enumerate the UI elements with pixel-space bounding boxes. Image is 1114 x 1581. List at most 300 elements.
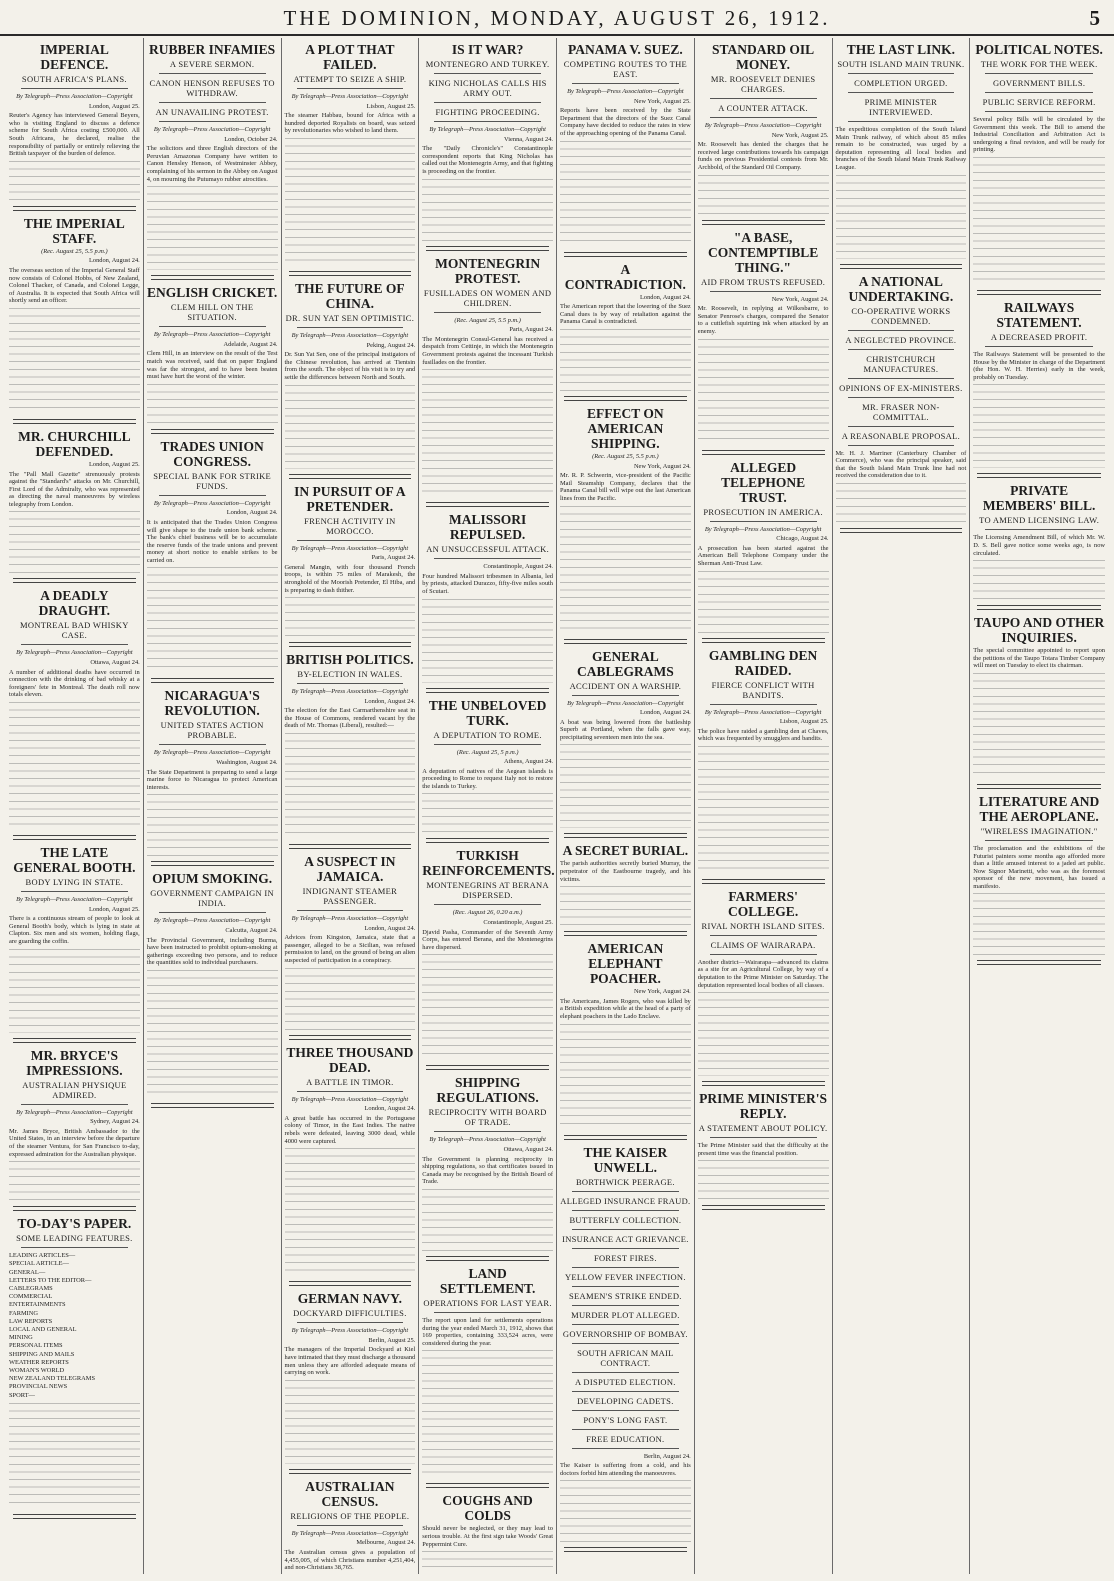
article [285, 281, 416, 479]
divider [572, 1429, 679, 1430]
article [698, 230, 829, 455]
article-body: Should never be neglected, or they may lead to serious trouble. At the first sign take Woods' Great Peppermint Cure. [422, 1525, 553, 1548]
article-subheading: PRIME MINISTER INTERVIEWED. [864, 97, 938, 117]
article-separator [151, 678, 274, 683]
article-separator [151, 429, 274, 434]
article-dateline: London, August 25. [88, 460, 140, 468]
article-headline: LAND SETTLEMENT. [439, 1266, 536, 1296]
article-subheading: FIGHTING PROCEEDING. [435, 107, 540, 117]
article-subheading: MONTREAL BAD WHISKY CASE. [20, 620, 129, 641]
divider [297, 540, 404, 541]
article-dateline: Sydney, August 24. [90, 1118, 140, 1126]
article-byline: By Telegraph—Press Association—Copyright [291, 544, 409, 552]
article-separator [426, 1065, 549, 1070]
contents-entry: PROVINCIAL NEWS [9, 1383, 68, 1391]
article [836, 274, 967, 533]
article-subheading: A NEGLECTED PROVINCE. [845, 334, 957, 345]
article-body: The "Pall Mall Gazette" strenuously protests against the "Standard's" attacks on Mr. Churchill, First Lord of the Admiralty, who was represented as directing the naval manoeuvres by wireless telegraphy from London. [9, 470, 140, 508]
contents-entry: SPORT— [9, 1391, 35, 1399]
article-dateline: London, August 24. [88, 257, 140, 265]
article-body: The State Department is preparing to send a large marine force to Nicaragua to protect American interests. [146, 768, 278, 791]
article-subheading: OPINIONS OF EX-MINISTERS. [839, 382, 963, 393]
contents-entry: PERSONAL ITEMS [9, 1342, 63, 1350]
article-body: Several policy Bills will be circulated by the Government this week. The Bill to amend the Industrial Conciliation and Arbitration Act is undergoing a final revision, and will be ready for printing. [973, 116, 1105, 154]
article-subheading: GOVERNORSHIP OF BOMBAY. [562, 1328, 688, 1339]
contents-entry: CABLEGRAMS [9, 1284, 53, 1292]
article-separator [13, 835, 136, 840]
article-subheading: ATTEMPT TO SEIZE A SHIP. [293, 74, 407, 84]
article-separator [840, 528, 963, 533]
article-subheading: SEAMEN'S STRIKE ENDED. [569, 1290, 682, 1301]
body-text-block [285, 1380, 416, 1464]
body-text-block [698, 992, 829, 1076]
article-subheading: SOME LEADING FEATURES. [16, 1233, 133, 1244]
newspaper-column [695, 38, 833, 1574]
article-byline: (Rec. August 26, 0.20 a.m.) [452, 909, 523, 917]
body-text-block [698, 1160, 829, 1200]
article-separator [151, 275, 274, 280]
article-headline: A SUSPECT IN JAMAICA. [304, 854, 396, 885]
article-headline: THE IMPERIAL STAFF. [23, 215, 125, 246]
divider [985, 92, 1093, 93]
article-byline: (Rec. August 25, 5.5 p.m.) [592, 452, 659, 460]
body-text-block [422, 1189, 553, 1251]
article-headline: IN PURSUIT OF A PRETENDER. [294, 483, 406, 514]
divider [21, 1247, 128, 1248]
article-dateline: London, August 24. [226, 509, 278, 517]
article [9, 588, 140, 840]
article-separator [977, 290, 1101, 295]
body-text-block [560, 1480, 691, 1542]
divider [848, 92, 955, 93]
article-dateline: London, August 24. [364, 1105, 416, 1113]
divider [985, 840, 1093, 841]
article-body: The police have raided a gambling den at Chaves, which was frequented by smugglers and bandits. [697, 727, 829, 743]
article-dateline: London, August 24. [364, 697, 416, 705]
divider [710, 935, 817, 936]
article-separator [564, 1547, 687, 1552]
divider [297, 1322, 404, 1323]
article-subheading: INSURANCE ACT GRIEVANCE. [562, 1233, 689, 1244]
article-headline: A NATIONAL UNDERTAKING. [848, 273, 954, 304]
article [973, 42, 1105, 295]
article-headline: FARMERS' COLLEGE. [728, 888, 799, 919]
article-body: The Kaiser is suffering from a cold, and his doctors forbid him attending the manoeuvres. [560, 1462, 691, 1477]
divider [572, 1248, 679, 1249]
article-separator [702, 1081, 825, 1086]
article [560, 42, 691, 257]
article-headline: STANDARD OIL MONEY. [712, 42, 815, 72]
article-subheading: A DISPUTED ELECTION. [575, 1376, 676, 1387]
article-subheading: UNITED STATES ACTION PROBABLE. [160, 720, 264, 741]
body-text-block [836, 483, 967, 523]
article [698, 42, 829, 225]
divider [572, 1267, 679, 1268]
newspaper-column [833, 38, 971, 1574]
article-body: Clem Hill, in an interview on the result of the Test match was received, said that on paper England was far the strongest, and to have been beaten must have hurt the worst of the winter. [146, 350, 278, 381]
article-body: The parish authorities secretly buried Murray, the perpetrator of the Eastbourne tragedy, and his victims. [560, 860, 691, 883]
article-headline: RUBBER INFAMIES [149, 42, 276, 57]
divider [21, 1104, 128, 1105]
article [9, 216, 140, 424]
article [285, 1291, 416, 1474]
article-body: Mr. Roosevelt, in replying at Wilkesbarre, to Senator Penrose's charges, compared the Senator to a cuttlefish squirting ink when attacked by an enemy. [697, 305, 829, 335]
article [560, 843, 691, 936]
article-byline: By Telegraph—Press Association—Copyright [429, 1136, 546, 1144]
article-body: The Prime Minister said that the difficulty at the present time was the financial position. [697, 1142, 829, 1157]
article [836, 42, 967, 269]
article-subheading: "WIRELESS IMAGINATION." [980, 825, 1098, 836]
article-subheading: TO AMEND LICENSING LAW. [979, 515, 1100, 526]
article [698, 460, 829, 643]
article [147, 439, 278, 684]
divider [572, 83, 679, 84]
article-separator [289, 271, 412, 276]
article-headline: GAMBLING DEN RAIDED. [708, 647, 818, 678]
article-dateline: Ottawa, August 24. [90, 659, 140, 667]
body-text-block [560, 506, 691, 634]
article [422, 256, 553, 508]
body-text-block [147, 794, 278, 856]
article-subheading: SPECIAL BANK FOR STRIKE FUNDS. [153, 470, 272, 491]
article-body: The Americans, James Rogers, who was killed by a British expedition while at the head of a party of elephant poachers in the Lado Enclave. [560, 997, 691, 1021]
article-dateline: Ottawa, August 24. [503, 1146, 553, 1154]
article-subheading: ALLEGED INSURANCE FRAUD. [560, 1195, 691, 1206]
article-subheading: OPERATIONS FOR LAST YEAR. [423, 1298, 552, 1308]
body-text-block [285, 597, 416, 637]
article-subheading: MR. ROOSEVELT DENIES CHARGES. [710, 74, 816, 94]
article-headline: THE KAISER UNWELL. [583, 1144, 668, 1175]
article-separator [564, 833, 687, 838]
article-body: Mr. H. J. Marriner (Canterbury Chamber of Commerce), who was the principal speaker, said that the South Island Main Trunk line had not received the consideration due to it. [835, 449, 967, 480]
article [422, 698, 553, 844]
article-separator [564, 639, 687, 644]
divider [21, 891, 128, 892]
article-subheading: BODY LYING IN STATE. [25, 877, 124, 888]
body-text-block [973, 560, 1105, 600]
divider [159, 102, 266, 103]
article-body: Mr. James Bryce, British Ambassador to the United States, in an interview before the departure of the steamer Ventura, for San Francisco to-day, expressed admiration for the Australian physique. [9, 1127, 140, 1158]
article-headline: NICARAGUA'S REVOLUTION. [164, 688, 260, 719]
article-headline: MR. CHURCHILL DEFENDED. [18, 428, 131, 459]
article-subheading: AID FROM TRUSTS REFUSED. [701, 276, 826, 287]
article-subheading: BUTTERFLY COLLECTION. [569, 1214, 682, 1225]
divider [572, 1324, 679, 1325]
article-headline: MR. BRYCE'S IMPRESSIONS. [26, 1047, 123, 1078]
article-headline: ENGLISH CRICKET. [146, 285, 278, 301]
article-byline: By Telegraph—Press Association—Copyright [567, 88, 684, 95]
body-text-block [285, 138, 416, 266]
article-subheading: PROSECUTION IN AMERICA. [703, 506, 823, 517]
article [285, 484, 416, 648]
article-separator [151, 861, 274, 866]
article-headline: AMERICAN ELEPHANT POACHER. [587, 941, 664, 987]
article [422, 512, 553, 692]
body-text-block [422, 1350, 553, 1478]
article-subheading: DR. SUN YAT SEN OPTIMISTIC. [285, 312, 415, 323]
article-subheading: DEVELOPING CADETS. [577, 1395, 674, 1406]
contents-entry: WOMAN'S WORLD [9, 1367, 65, 1374]
body-text-block [422, 179, 553, 241]
body-text-block [422, 793, 553, 833]
article-body: Djavid Pasha, Commander of the Seventh Army Corps, has entered Berana, and the Montenegrins have dispersed. [422, 928, 553, 951]
article-subheading: PONY'S LONG FAST. [583, 1414, 668, 1425]
body-text-block [422, 599, 553, 683]
body-text-block [973, 157, 1105, 285]
article-byline: By Telegraph—Press Association—Copyright [704, 525, 822, 533]
divider [710, 291, 817, 292]
article-subheading: A SEVERE SERMON. [169, 59, 255, 69]
article-body: The solicitors and three English directors of the Peruvian Amazonas Company have written to Canon Hensley Henson, of Westminster Abbey, complaining of his sermon in the Abbey on August 4, on mourning the Putumayo rubber atrocities. [146, 145, 278, 183]
masthead [0, 0, 1114, 36]
article-subheading: PUBLIC SERVICE REFORM. [982, 97, 1096, 107]
article-separator [564, 931, 687, 936]
divider [572, 1191, 679, 1192]
article-separator [702, 638, 825, 643]
divider [985, 529, 1093, 530]
article [422, 42, 553, 251]
article-subheading: YELLOW FEVER INFECTION. [564, 1271, 686, 1282]
article-byline: By Telegraph—Press Association—Copyright [153, 917, 271, 925]
article-subheading: MURDER PLOT ALLEGED. [571, 1309, 680, 1320]
article [9, 42, 140, 211]
columns-container [6, 38, 1108, 1574]
article-subheading: SOUTH ISLAND MAIN TRUNK. [837, 59, 965, 69]
divider [572, 1286, 679, 1287]
article-subheading: FRENCH ACTIVITY IN MOROCCO. [304, 515, 396, 536]
body-text-block [9, 949, 140, 1033]
article-byline: By Telegraph—Press Association—Copyright [567, 699, 684, 707]
article-subheading: CLEM HILL ON THE SITUATION. [170, 302, 254, 323]
article-separator [702, 1205, 825, 1210]
article-subheading: A BATTLE IN TIMOR. [306, 1076, 394, 1087]
article-headline: TRADES UNION CONGRESS. [160, 438, 264, 469]
contents-entry: LEADING ARTICLES— [9, 1252, 76, 1260]
article-headline: TO-DAY'S PAPER. [17, 1216, 132, 1232]
divider [21, 88, 128, 89]
article-body: Advices from Kingston, Jamaica, state that a passenger, alleged to be a Sicilian, was refused permission to land, on the ground of being an alien suspected of participation in a conspiracy. [284, 934, 416, 965]
divider [434, 102, 541, 103]
body-text-block [973, 673, 1105, 779]
newspaper-column [970, 38, 1108, 1574]
newspaper-column [6, 38, 144, 1574]
article-subheading: A STATEMENT ABOUT POLICY. [698, 1123, 828, 1134]
contents-entry: NEW ZEALAND TELEGRAMS [9, 1375, 96, 1383]
article [422, 1266, 553, 1488]
article [973, 615, 1105, 789]
divider [710, 521, 817, 522]
divider [434, 73, 541, 74]
article-separator [702, 879, 825, 884]
divider [434, 1312, 541, 1313]
article-headline: THE UNBELOVED TURK. [428, 697, 547, 728]
article-separator [13, 1514, 136, 1519]
article-body: The proclamation and the exhibitions of the Futurist painters some months ago afforded more than a little amused interest to a jaded art public. Now Signor Marinetti, who was as the foremost sponsor of the new movement, has issued a manifesto. [973, 844, 1105, 890]
article-separator [977, 784, 1101, 789]
article-body: The special committee appointed to report upon the petitions of the Taupo Totara Timber Company will meet on Tuesday to elect its chairman. [973, 647, 1105, 670]
article-subheading: ACCIDENT ON A WARSHIP. [569, 680, 682, 691]
article-byline: By Telegraph—Press Association—Copyright [291, 688, 409, 696]
body-text-block [285, 1148, 416, 1276]
article-headline: COUGHS AND COLDS [442, 1493, 533, 1524]
body-text-block [147, 567, 278, 673]
article-dateline: Melbourne, August 24. [356, 1539, 416, 1547]
article-dateline: London, October 24. [224, 135, 278, 143]
article [698, 889, 829, 1086]
article-dateline: London, August 25. [88, 102, 140, 110]
article-subheading: FOREST FIRES. [593, 1252, 657, 1263]
divider [297, 327, 404, 328]
divider [21, 644, 128, 645]
article-separator [289, 1469, 412, 1474]
divider [434, 1131, 541, 1132]
body-text-block [422, 369, 553, 497]
article-dateline: Paris, August 24. [371, 554, 416, 562]
divider [434, 312, 541, 313]
article-subheading: BORTHWICK PEERAGE. [575, 1176, 675, 1187]
article-headline: THE LATE GENERAL BOOTH. [13, 845, 136, 876]
article-dateline: London, August 24. [639, 709, 691, 717]
divider [572, 1229, 679, 1230]
article-body: A deputation of natives of the Aegean islands is proceeding to Rome to request Italy not to restore the islands to Turkey. [422, 767, 553, 790]
article-dateline: New York, August 24. [633, 462, 691, 470]
article-subheading: RELIGIONS OF THE PEOPLE. [290, 1510, 410, 1521]
article-body: The Licensing Amendment Bill, of which Mr. W. D. S. Bell gave notice some weeks ago, is now circulated. [973, 534, 1105, 557]
divider [848, 330, 955, 331]
contents-entry: SHIPPING AND MAILS [9, 1350, 75, 1358]
article-headline: A SECRET BURIAL. [562, 843, 689, 859]
article-dateline: Adelaide, August 24. [223, 340, 278, 348]
article [973, 794, 1105, 966]
divider [434, 558, 541, 559]
article-subheading: SOUTH AFRICAN MAIL CONTRACT. [577, 1347, 674, 1368]
divider [159, 73, 266, 74]
article-byline: By Telegraph—Press Association—Copyright [291, 93, 409, 100]
article [560, 1145, 691, 1553]
article [560, 649, 691, 839]
contents-entry: SPECIAL ARTICLE— [9, 1260, 69, 1268]
article-headline: A PLOT THAT FAILED. [305, 42, 395, 72]
article-body: The Provincial Government, including Burma, have been instructed to prohibit opium-smoking at gatherings exceeding two persons, and to reduce the quantities sold to individual purchasers. [146, 936, 278, 967]
article-subheading: AN UNSUCCESSFUL ATTACK. [426, 544, 550, 555]
article-body: The Australian census gives a population of 4,455,005, of which Christians number 4,251,404, and non-Christians 38,765. [284, 1548, 416, 1572]
article-dateline: New York, August 25. [633, 97, 691, 105]
body-text-block [9, 702, 140, 830]
article-separator [840, 264, 963, 269]
article-subheading: AUSTRALIAN PHYSIQUE ADMIRED. [22, 1079, 127, 1100]
divider [710, 117, 817, 118]
article-separator [426, 1483, 549, 1488]
article-dateline: Lisbon, August 25. [779, 718, 829, 726]
article-subheading: AN UNAVAILING PROTEST. [155, 107, 269, 117]
article-subheading: GOVERNMENT CAMPAIGN IN INDIA. [150, 888, 274, 909]
article-subheading: MONTENEGRINS AT BERANA DISPERSED. [426, 880, 549, 901]
divider [985, 73, 1093, 74]
article-headline: SHIPPING REGULATIONS. [436, 1075, 539, 1106]
article [147, 42, 278, 280]
article-separator [289, 1281, 412, 1286]
article-body: The Montenegrin Consul-General has received a despatch from Cettinje, in which the Montenegrin Government protests against the incessant Turkish fusillades on the frontier. [422, 335, 553, 366]
article-subheading: MONTENEGRO AND TURKEY. [425, 59, 550, 69]
article-body: The "Daily Chronicle's" Constantinople correspondent reports that King Nicholas has called out the Montenegrin Army, and that fighting is proceeding on the frontier. [422, 145, 553, 175]
article-subheading: SOUTH AFRICA'S PLANS. [21, 74, 127, 84]
article-subheading: FUSILLADES ON WOMEN AND CHILDREN. [423, 287, 552, 308]
article-dateline: Athens, August 24. [504, 758, 553, 766]
article-subheading: RECIPROCITY WITH BOARD OF TRADE. [428, 1107, 547, 1128]
contents-entry: LAW REPORTS [9, 1317, 53, 1325]
divider [572, 1372, 679, 1373]
divider [710, 1137, 817, 1138]
article-body: A great battle has occurred in the Portuguese colony of Timor, in the East Indies. The native rebels were defeated, leaving 3000 dead, while 4000 were captured. [284, 1114, 416, 1145]
body-text-block [9, 511, 140, 573]
body-text-block [9, 308, 140, 414]
divider [848, 121, 955, 122]
article-dateline: London, August 25. [88, 905, 140, 913]
article-separator [289, 1035, 412, 1040]
body-text-block [285, 385, 416, 469]
divider [297, 910, 404, 911]
body-text-block [422, 954, 553, 1060]
article-separator [977, 605, 1101, 610]
article-body: Four hundred Malissori tribesmen in Albania, led by priests, attacked Durazzo, fifty-five miles south of Scutari. [422, 572, 553, 595]
article-body: A prosecution has been started against the American Bell Telephone Company under the Sherman Anti-Trust Law. [697, 544, 829, 567]
article-headline: A CONTRADICTION. [564, 261, 686, 292]
article-headline: LITERATURE AND THE AEROPLANE. [979, 793, 1100, 824]
article-body: The report upon land for settlements operations during the year ended March 31, 1912, shows that 169 properties, containing 333,524 acres, were considered during the year. [422, 1317, 553, 1347]
divider [572, 1448, 679, 1449]
body-text-block [973, 893, 1105, 955]
article-subheading: COMPLETION URGED. [854, 78, 948, 88]
article-body: Dr. Sun Yat Sen, one of the principal instigators of the Chinese revolution, has arrived at Tientsin from the south. The object of his visit is to try and settle the differences between North and South. [284, 351, 416, 381]
article-body: The election for the East Carmarthenshire seat in the House of Commons, rendered vacant by the death of Mr. Thomas (Liberal), resulted:— [284, 707, 416, 730]
article-dateline: Constantinople, August 25. [483, 919, 553, 927]
body-text-block [422, 1551, 553, 1574]
article-separator [13, 1038, 136, 1043]
divider [297, 1525, 404, 1526]
article-body: A number of additional deaths have occurred in connection with the drinking of bad whisky at a foreigners' fete in Montreal. The death roll now totals eleven. [9, 668, 140, 699]
body-text-block [147, 384, 278, 424]
article-headline: A DEADLY DRAUGHT. [38, 588, 111, 619]
article-headline: PRIME MINISTER'S REPLY. [699, 1091, 828, 1122]
article-byline: By Telegraph—Press Association—Copyright [16, 93, 133, 100]
article-dateline: New York, August 24. [633, 988, 691, 996]
newspaper-column [282, 38, 420, 1574]
article-body: The Railways Statement will be presented to the House by the Minister in charge of the Department (the Hon. W. H. Herries) early in the week, probably on Tuesday. [973, 350, 1105, 381]
body-text-block [698, 571, 829, 633]
article-subheading: FIERCE CONFLICT WITH BANDITS. [711, 679, 815, 700]
article [698, 648, 829, 884]
article-body: The steamer Habbau, bound for Africa with a hundred deported Royalists on board, was seized by revolutionaries who wished to land them. [284, 112, 416, 135]
article-byline: (Rec. August 25, 5 p.m.) [456, 748, 519, 756]
article [9, 429, 140, 584]
article-separator [13, 578, 136, 583]
contents-entry: MINING [9, 1334, 33, 1342]
article [973, 300, 1105, 478]
divider [434, 121, 541, 122]
article [560, 941, 691, 1139]
article-subheading: CLAIMS OF WAIRARAPA. [710, 939, 816, 950]
article-body: The expeditious completion of the South Island Main Trunk railway, of which about 85 miles remain to be constructed, was urged by a deputation representing all local bodies and branches of the South Island Main Trunk Railway League. [835, 126, 967, 171]
contents-entry: LETTERS TO THE EDITOR— [9, 1276, 92, 1284]
divider [710, 98, 817, 99]
body-text-block [147, 970, 278, 1098]
article-dateline: London, August 24. [364, 924, 416, 932]
body-text-block [560, 744, 691, 828]
article [285, 1045, 416, 1287]
article-subheading: INDIGNANT STEAMER PASSENGER. [302, 886, 398, 907]
article-separator [289, 474, 412, 479]
newspaper-column [419, 38, 557, 1574]
